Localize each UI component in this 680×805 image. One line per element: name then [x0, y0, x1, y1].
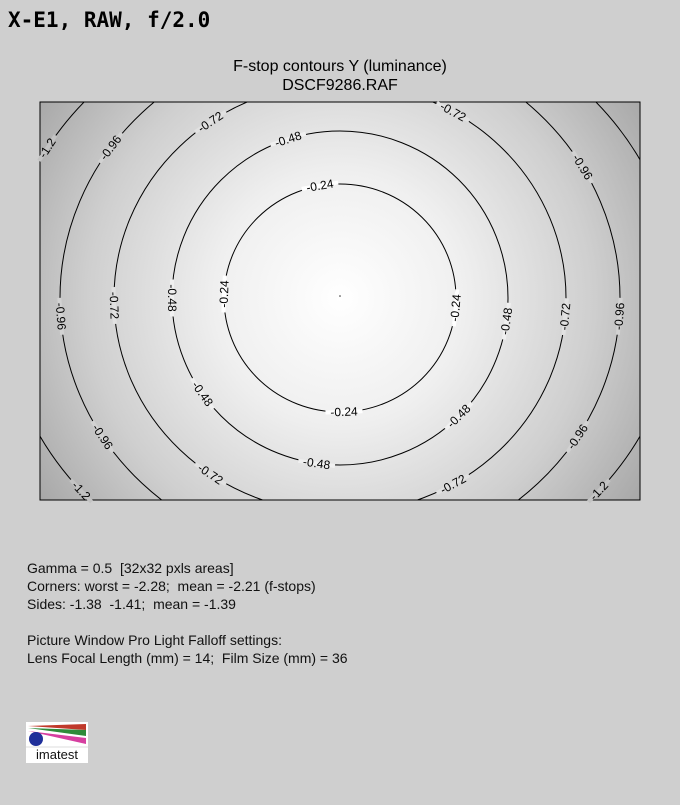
contour-label: -0.72	[195, 108, 226, 136]
contour-label: -0.48	[444, 401, 474, 431]
settings-line: Lens Focal Length (mm) = 14; Film Size (mm) = 36	[27, 650, 348, 666]
chart-title: F-stop contours Y (luminance)	[233, 58, 447, 75]
imatest-logo	[26, 722, 88, 763]
contour-label: -0.48	[302, 454, 332, 473]
gamma-line: Gamma = 0.5 [32x32 pxls areas]	[27, 560, 234, 576]
logo-text: imatest	[36, 747, 78, 762]
contour-label: -1.2	[35, 135, 59, 161]
contour-label: -0.72	[556, 302, 574, 331]
contour-label: -0.72	[437, 471, 469, 497]
contour-label: -0.72	[437, 99, 469, 125]
contour-label: -1.2	[586, 478, 612, 504]
contour-label: -0.24	[216, 280, 232, 308]
contour-label: -0.96	[96, 132, 125, 163]
contour-label: -0.96	[569, 151, 596, 183]
chart-subtitle: DSCF9286.RAF	[282, 77, 398, 94]
contour-label: -0.96	[564, 421, 591, 453]
contour-label: -0.96	[52, 302, 69, 331]
contour-label: -0.72	[106, 291, 122, 320]
contour-label: -0.24	[330, 404, 358, 420]
contour-label: -0.96	[89, 421, 116, 453]
settings-heading: Picture Window Pro Light Falloff settings:	[27, 632, 282, 648]
sides-line: Sides: -1.38 -1.41; mean = -1.39	[27, 596, 236, 612]
contour-label: -0.48	[272, 128, 304, 151]
contour-label: -0.48	[497, 306, 516, 336]
contour-label: -1.2	[68, 478, 94, 504]
center-mark	[339, 295, 341, 297]
contour-label: -0.24	[305, 176, 335, 195]
contour-label: -0.24	[447, 293, 464, 323]
info-block	[27, 559, 348, 667]
corners-line: Corners: worst = -2.28; mean = -2.21 (f-stops)	[27, 578, 316, 594]
contour-label: -0.48	[165, 284, 179, 312]
contour-label: -0.72	[195, 460, 226, 488]
plot-area	[40, 102, 640, 500]
page-heading: X-E1, RAW, f/2.0	[8, 8, 211, 32]
contour-label: -0.48	[188, 378, 217, 410]
contour-label: -0.96	[611, 302, 628, 331]
